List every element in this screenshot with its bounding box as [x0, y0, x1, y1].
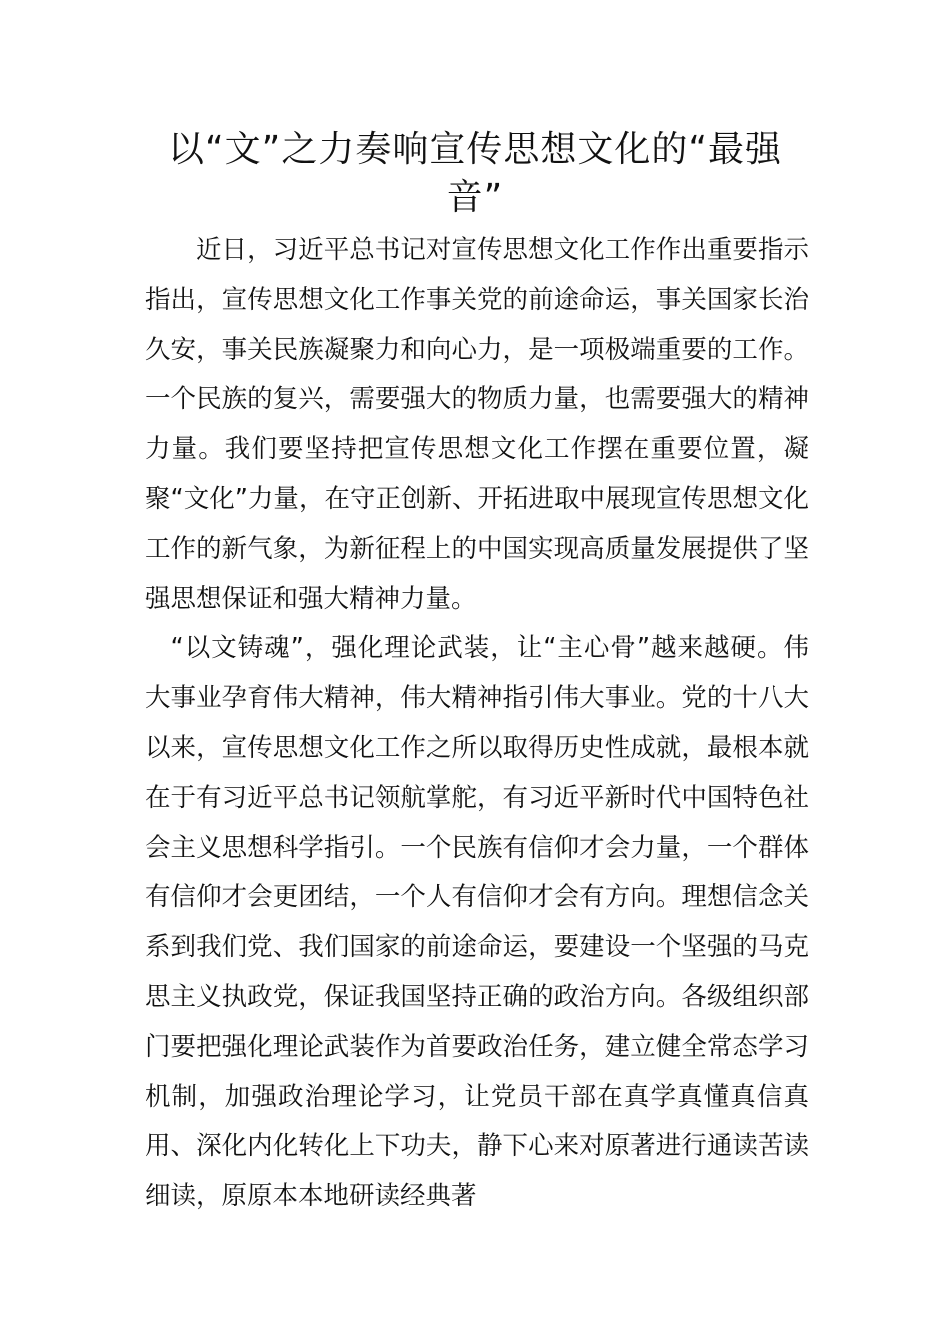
paragraph-2: “以文铸魂”，强化理论武装，让“主心骨”越来越硬。伟大事业孕育伟大精神，伟大精神指引伟大事业。党的十八大以来，宣传思想文化工作之所以取得历史性成就，最根本就在于有习近平总书记领航掌舵，有习近平新时代中国特色社会主义思想科学指引。一个民族有信仰才会力量，一个群体有信仰才会更团结，一个人有信仰才会有方向。理想信念关系到我们党、我们国家的前途命运，要建设一个坚强的马克思主义执政党，保证我国坚持正确的政治方向。各级组织部门要把强化理论武装作为首要政治任务，建立健全常态学习机制，加强政治理论学习，让党员干部在真学真懂真信真用、深化内化转化上下功夫，静下心来对原著进行通读苦读细读，原原本本地研读经典著 [145, 633, 809, 1212]
paragraph-1: 近日，习近平总书记对宣传思想文化工作作出重要指示指出，宣传思想文化工作事关党的前途命运，事关国家长治久安，事关民族凝聚力和向心力，是一项极端重要的工作。一个民族的复兴，需要强大的物质力量，也需要强大的精神力量。我们要坚持把宣传思想文化工作摆在重要位置，凝聚“文化”力量，在守正创新、开拓进取中展现宣传思想文化工作的新气象，为新征程上的中国实现高质量发展提供了坚强思想保证和强大精神力量。 [145, 235, 809, 614]
document-title: 以“文”之力奏响宣传思想文化的“最强音” [168, 129, 782, 218]
document-body [145, 226, 809, 1222]
